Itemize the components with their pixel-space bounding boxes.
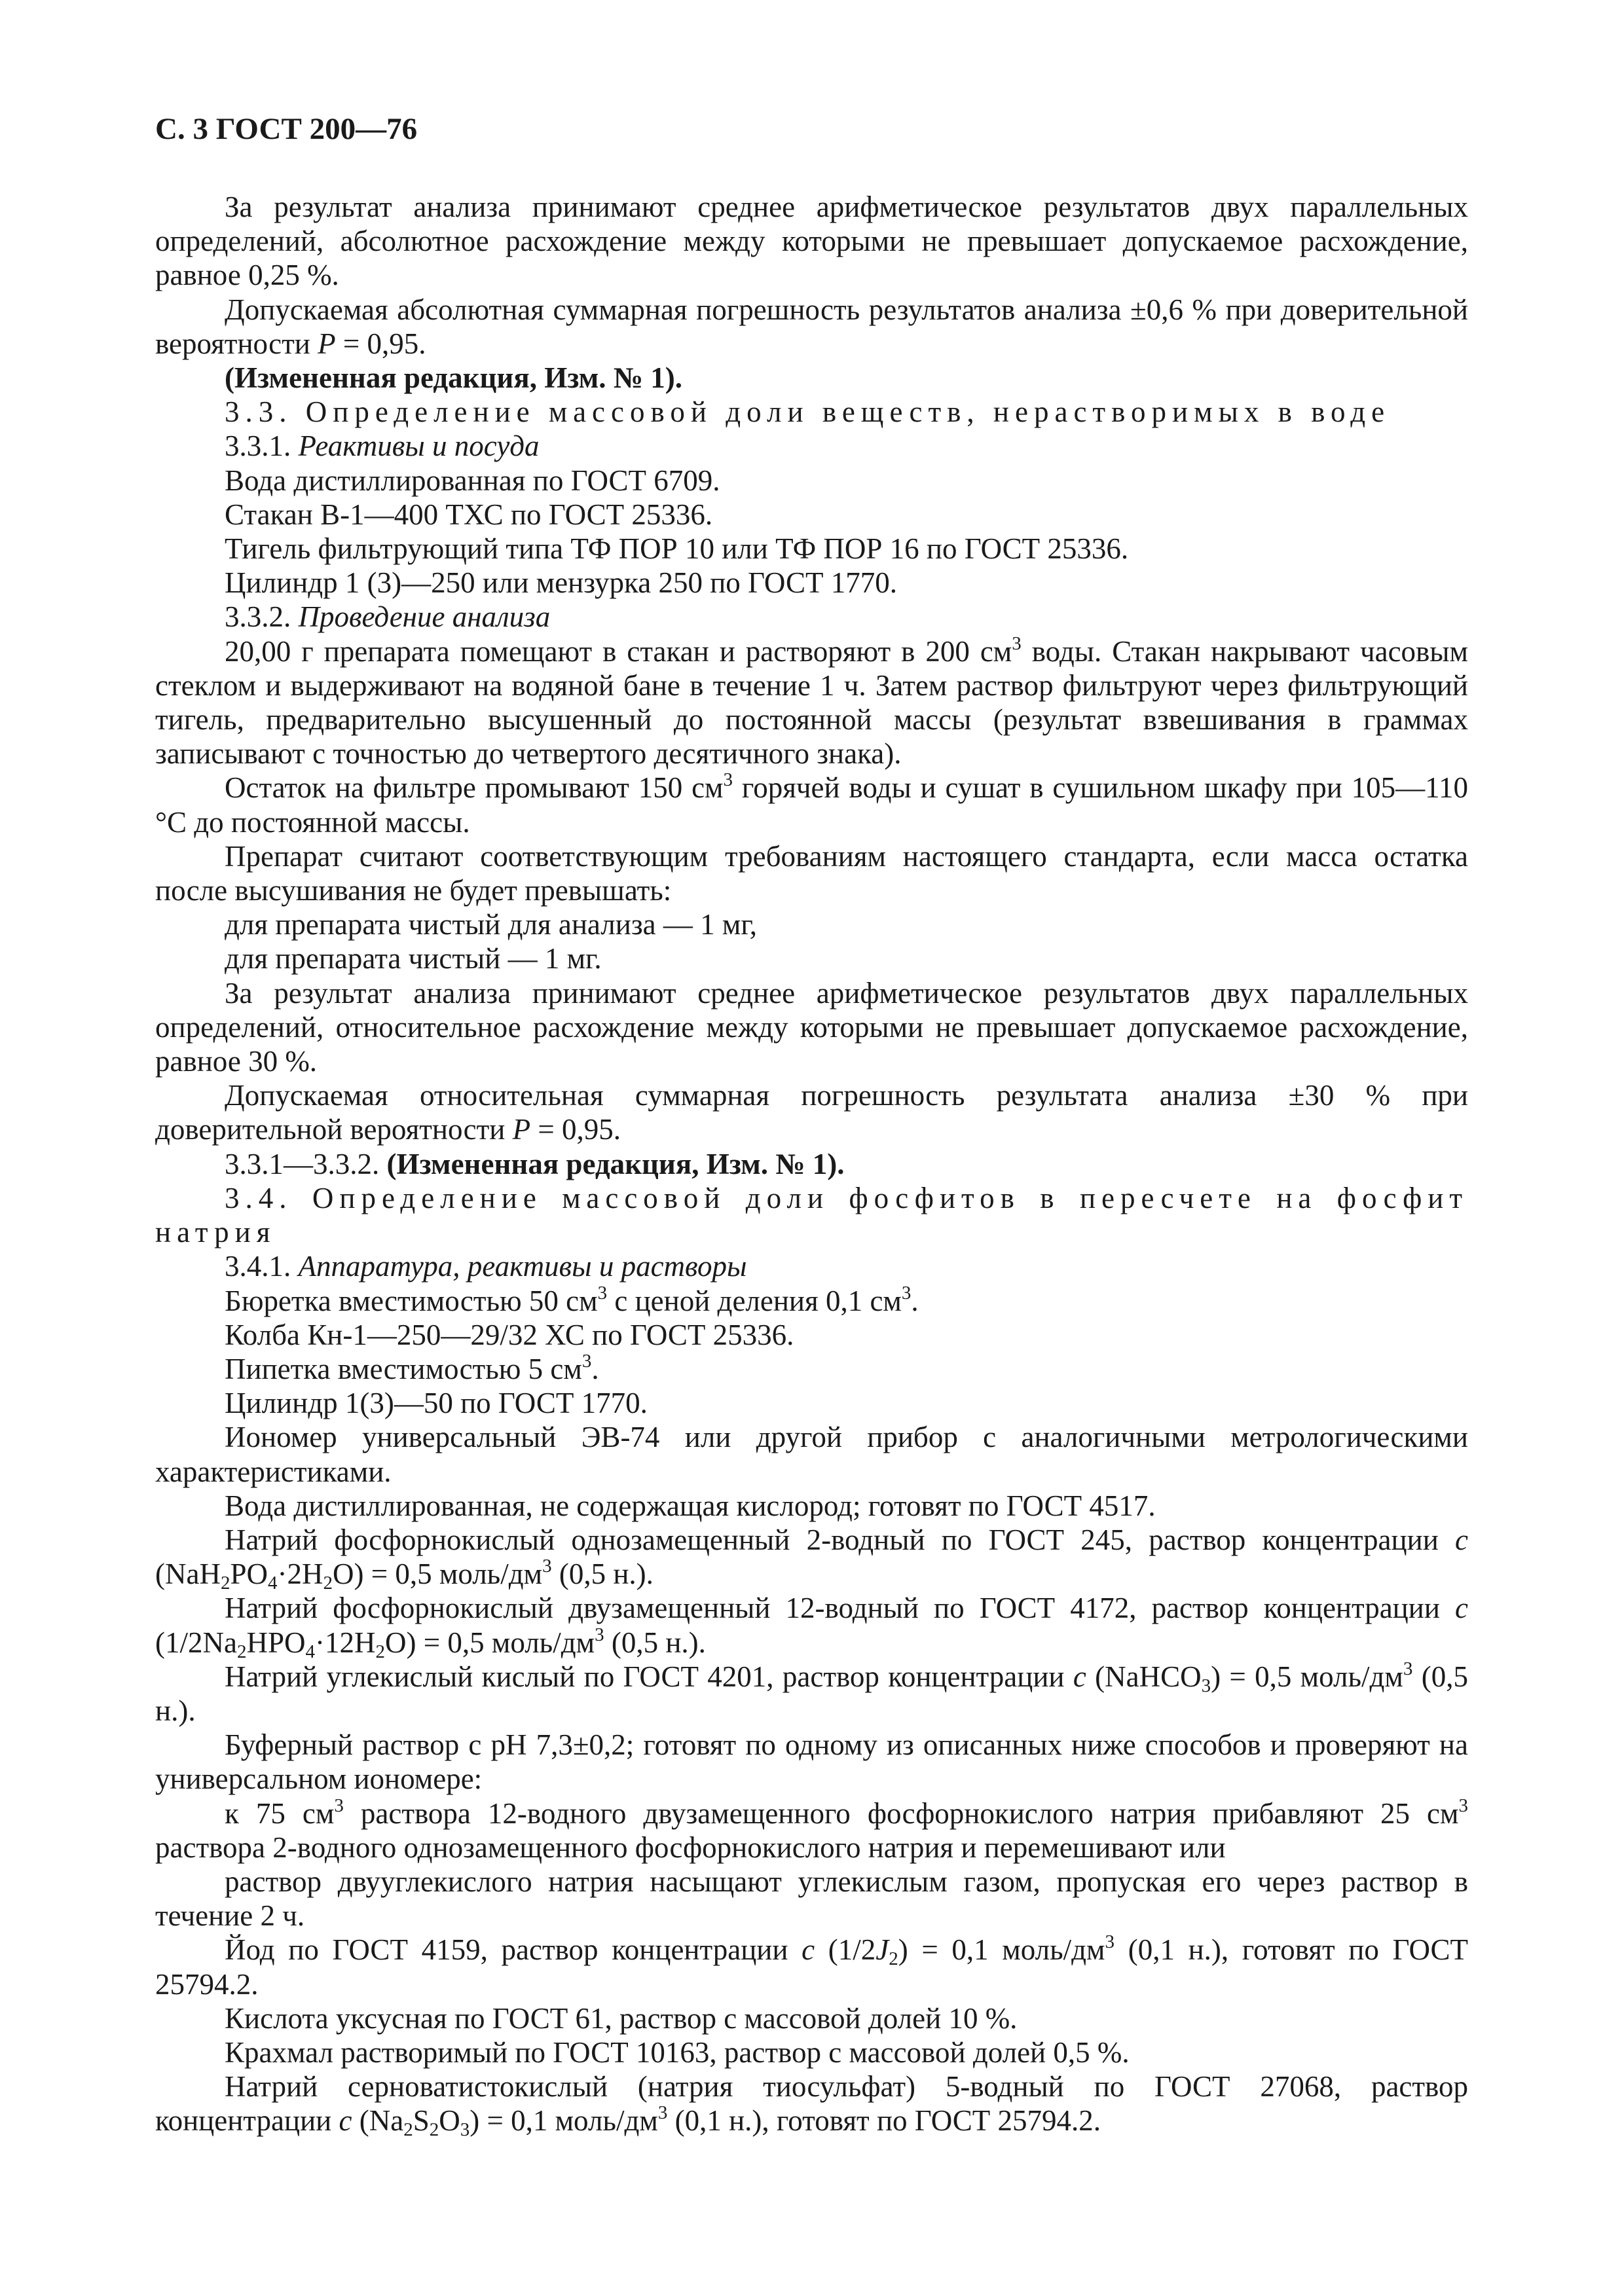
- list-item: Крахмал растворимый по ГОСТ 10163, раствор с массовой долей 0,5 %.: [225, 2035, 1130, 2069]
- list-item: Иономер универсальный ЭВ-74 или другой прибор с аналогичными метрологическими характеристиками.: [155, 1421, 1468, 1488]
- list-item: Тигель фильтрующий типа ТФ ПОР 10 или ТФ ПОР 16 по ГОСТ 25336.: [225, 532, 1129, 566]
- list-item: для препарата чистый для анализа — 1 мг,: [225, 908, 757, 941]
- paragraph: Остаток на фильтре промывают 150 $см^3$ горячей воды и сушат в сушильном шкафу при 105—110 °С до постоянной массы.: [155, 769, 1468, 839]
- list-item: Пипетка вместимостью 5 $см^3$.: [225, 1350, 599, 1385]
- list-item: Буферный раствор с pH 7,3±0,2; готовят по одному из описанных ниже способов и проверяют на универсальном иономере:: [155, 1728, 1468, 1796]
- paragraph: Допускаемая абсолютная суммарная погрешность результатов анализа ±0,6 % при доверительной вероятности P = 0,95.: [155, 293, 1468, 360]
- list-item: Вода дистиллированная, не содержащая кислород; готовят по ГОСТ 4517.: [225, 1489, 1156, 1522]
- amendment-note: (Измененная редакция, Изм. № 1).: [225, 361, 683, 395]
- list-item: Цилиндр 1(3)—50 по ГОСТ 1770.: [225, 1387, 648, 1420]
- list-item: Натрий серноватистокислый (натрия тиосульфат) 5-водный по ГОСТ 27068, раствор концентрации c $(Na_2S_2O_3) = 0,1$ моль/$дм^3$ (0,1 н.), готовят по ГОСТ 25794.2.: [155, 2070, 1468, 2141]
- list-item: Вода дистиллированная по ГОСТ 6709.: [225, 464, 720, 497]
- document-body: [155, 190, 1469, 2141]
- list-item: Йод по ГОСТ 4159, раствор концентрации c $(1/2J_2) = 0,1$ моль/$дм^3$ (0,1 н.), готовят по ГОСТ 25794.2.: [155, 1931, 1468, 2001]
- list-item: Кислота уксусная по ГОСТ 61, раствор с массовой долей 10 %.: [225, 2001, 1018, 2035]
- paragraph: Допускаемая относительная суммарная погрешность результата анализа ±30 % при доверительной вероятности P = 0,95.: [155, 1079, 1468, 1146]
- section-heading: 3.3. Определение массовой доли веществ, нерастворимых в воде: [225, 395, 1391, 429]
- list-item: Натрий фосфорнокислый однозамещенный 2-водный по ГОСТ 245, раствор концентрации c $(NaH_2PO_4\cdot 2H_2O) = 0,5$ моль/$дм^3$ (0,5 н.).: [155, 1523, 1468, 1594]
- list-item: для препарата чистый — 1 мг.: [225, 942, 602, 975]
- amendment-note: 3.3.1—3.3.2. (Измененная редакция, Изм. № 1).: [225, 1147, 845, 1180]
- subsection-heading: 3.3.2. Проведение анализа: [225, 600, 551, 634]
- list-item: Колба Кн-1—250—29/32 ХС по ГОСТ 25336.: [225, 1318, 794, 1351]
- list-item: Стакан В-1—400 ТХС по ГОСТ 25336.: [225, 498, 713, 531]
- paragraph: За результат анализа принимают среднее арифметическое результатов двух параллельных определений, абсолютное расхождение между которыми не превышает допускаемое расхождение, равное 0,25 %.: [155, 191, 1468, 292]
- list-item: Натрий фосфорнокислый двузамещенный 12-водный по ГОСТ 4172, раствор концентрации c $(1/2Na_2HPO_4\cdot 12H_2O) = 0,5$ моль/$дм^3$ (0,5 н.).: [155, 1592, 1468, 1662]
- paragraph: Препарат считают соответствующим требованиям настоящего стандарта, если масса остатка после высушивания не будет превышать:: [155, 839, 1468, 907]
- subsection-heading: 3.4.1. Аппаратура, реактивы и растворы: [225, 1250, 747, 1283]
- subsection-heading: 3.3.1. Реактивы и посуда: [225, 429, 540, 463]
- section-heading: 3.4. Определение массовой доли фосфитов в пересчете на фосфит натрия: [155, 1181, 1468, 1249]
- list-item: к 75 $см^3$ раствора 12-водного двузамещенного фосфорнокислого натрия прибавляют 25 $см^3$ раствора 2-водного однозамещенного фосфорнокислого натрия и перемешивают или: [155, 1795, 1469, 1864]
- paragraph: 20,00 г препарата помещают в стакан и растворяют в 200 $см^3$ воды. Стакан накрывают часовым стеклом и выдерживают на водяной бане в течение 1 ч. Затем раствор фильтруют через фильтрующий тигель, предварительно высушенный до постоянной массы (результат взвешивания в граммах записывают с точностью до четвертого десятичного знака).: [155, 632, 1468, 771]
- list-item: раствор двууглекислого натрия насыщают углекислым газом, пропуская его через раствор в течение 2 ч.: [155, 1865, 1468, 1933]
- paragraph: За результат анализа принимают среднее арифметическое результатов двух параллельных определений, относительное расхождение между которыми не превышает допускаемое расхождение, равное 30 %.: [155, 976, 1468, 1078]
- list-item: Бюретка вместимостью 50 $см^3$ с ценой деления 0,1 $см^3$.: [225, 1282, 919, 1317]
- list-item: Цилиндр 1 (3)—250 или мензурка 250 по ГОСТ 1770.: [225, 566, 897, 600]
- page-header: С. 3 ГОСТ 200—76: [155, 112, 418, 146]
- list-item: Натрий углекислый кислый по ГОСТ 4201, раствор концентрации c (NaHCO$_3$) = 0,5 моль/$дм^3$ (0,5 н.).: [155, 1658, 1468, 1727]
